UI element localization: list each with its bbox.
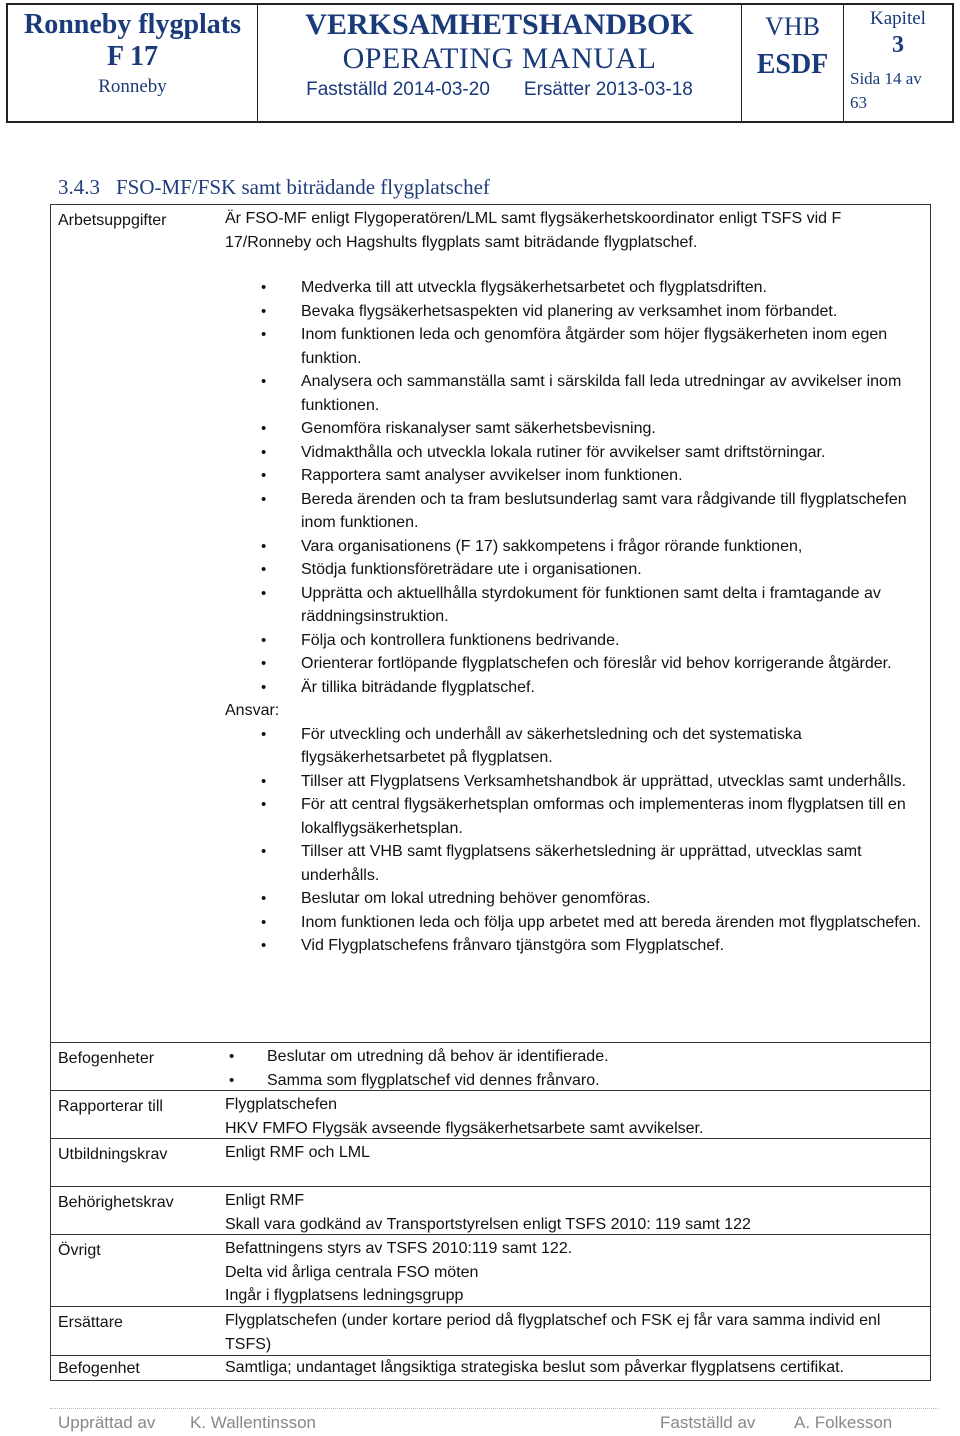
row-label: Befogenheter bbox=[58, 1050, 155, 1067]
other-line: Ingår i flygplatsens ledningsgrupp bbox=[225, 1287, 464, 1304]
tasks-intro: Är FSO-MF enligt Flygoperatören/LML samt flygsäkerhetskoordinator enligt TSFS vid F 17/Ronneby och Hagshults flygplats samt biträdande flygplatschef. bbox=[225, 210, 842, 251]
list-item: • Tillser att VHB samt flygplatsens säkerhetsledning är upprättad, utvecklas samt underhålls. bbox=[225, 840, 930, 887]
table-row-authorities bbox=[51, 1043, 930, 1091]
row-label: Befogenhet bbox=[58, 1360, 140, 1377]
row-content bbox=[217, 1187, 930, 1234]
qualification-line: Skall vara godkänd av Transportstyrelsen enligt TSFS 2010: 119 samt 122 bbox=[225, 1215, 751, 1233]
list-item: • Vara organisationens (F 17) sakkompetens i frågor rörande funktionen, bbox=[225, 535, 930, 559]
list-item: • Beslutar om utredning då behov är identifierade. bbox=[225, 1045, 930, 1069]
training-value: Enligt RMF och LML bbox=[225, 1144, 370, 1161]
table-row-reports-to bbox=[51, 1091, 930, 1139]
mandate-value: Samtliga; undantaget långsiktiga strategiska beslut som påverkar flygplatsens certifikat. bbox=[225, 1359, 844, 1376]
authority-list bbox=[225, 1045, 930, 1092]
table-row-substitute bbox=[51, 1307, 930, 1356]
list-item: • Är tillika biträdande flygplatschef. bbox=[225, 676, 930, 700]
other-line: Delta vid årliga centrala FSO möten bbox=[225, 1263, 479, 1281]
list-item: • Inom funktionen leda och genomföra åtgärder som höjer flygsäkerheten inom egen funktion. bbox=[225, 323, 930, 370]
table-row-other bbox=[51, 1235, 930, 1307]
established-date: Fastställd 2014-03-20 bbox=[306, 79, 490, 100]
table-row-tasks bbox=[51, 205, 930, 1043]
chapter-number: 3 bbox=[892, 32, 904, 58]
header-dates bbox=[258, 79, 741, 101]
header-chapter-cell bbox=[844, 5, 952, 121]
row-content bbox=[217, 205, 930, 1042]
approved-by: A. Folkesson bbox=[794, 1413, 893, 1432]
doc-code-vhb: VHB bbox=[765, 12, 820, 41]
row-label: Arbetsuppgifter bbox=[58, 212, 167, 229]
replaces-date: Ersätter 2013-03-18 bbox=[523, 79, 693, 100]
list-item: • Vid Flygplatschefens frånvaro tjänstgöra som Flygplatschef. bbox=[225, 934, 930, 958]
other-line: Befattningens styrs av TSFS 2010:119 samt 122. bbox=[225, 1240, 573, 1257]
section-title: FSO-MF/FSK samt biträdande flygplatschef bbox=[116, 175, 490, 199]
header-title-cell bbox=[258, 5, 742, 121]
manual-title: VERKSAMHETSHANDBOK bbox=[305, 8, 694, 41]
list-item: • Tillser att Flygplatsens Verksamhetshandbok är upprättad, utvecklas samt underhålls. bbox=[225, 770, 930, 794]
list-item: • Genomföra riskanalyser samt säkerhetsbevisning. bbox=[225, 417, 930, 441]
unit-name: F 17 bbox=[106, 41, 159, 72]
airport-name: Ronneby flygplats bbox=[23, 9, 242, 40]
list-item: • Beslutar om lokal utredning behöver genomföras. bbox=[225, 887, 930, 911]
table-row-training bbox=[51, 1139, 930, 1187]
list-item: • Rapportera samt analyser avvikelser inom funktionen. bbox=[225, 464, 930, 488]
doc-code-esdf: ESDF bbox=[756, 49, 829, 80]
spacer bbox=[225, 254, 930, 276]
list-item: • Följa och kontrollera funktionens bedrivande. bbox=[225, 629, 930, 653]
row-content bbox=[217, 1043, 930, 1090]
prepared-by: K. Wallentinsson bbox=[190, 1413, 316, 1432]
row-label: Rapporterar till bbox=[58, 1098, 163, 1115]
row-content bbox=[217, 1235, 930, 1306]
row-label: Behörighetskrav bbox=[58, 1194, 174, 1211]
list-item: • För att central flygsäkerhetsplan omformas och implementeras inom flygplatsen till en lokalflygsäkerhetsplan. bbox=[225, 793, 930, 840]
list-item: • För utveckling och underhåll av säkerhetsledning och det systematiska flygsäkerhetsarbetet på flygplatsen. bbox=[225, 723, 930, 770]
row-content bbox=[217, 1356, 930, 1380]
substitute-value: Flygplatschefen (under kortare period då flygplatschef och FSK ej får vara samma individ enl TSFS) bbox=[225, 1312, 881, 1353]
page-label: Sida 14 av bbox=[850, 69, 922, 88]
list-item: • Orienterar fortlöpande flygplatschefen och föreslår vid behov korrigerande åtgärder. bbox=[225, 652, 930, 676]
list-item: • Medverka till att utveckla flygsäkerhetsarbetet och flygplatsdriften. bbox=[225, 276, 930, 300]
reports-to-line: HKV FMFO Flygsäk avseende flygsäkerhetsarbete samt avvikelser. bbox=[225, 1119, 704, 1137]
section-heading bbox=[58, 175, 490, 200]
list-item: • Bevaka flygsäkerhetsaspekten vid planering av verksamhet inom förbandet. bbox=[225, 300, 930, 324]
row-label: Utbildningskrav bbox=[58, 1146, 168, 1163]
list-item: • Bereda ärenden och ta fram beslutsunderlag samt vara rådgivande till flygplatschefen inom funktionen. bbox=[225, 488, 930, 535]
tasks-list bbox=[225, 276, 930, 699]
row-label: Ersättare bbox=[58, 1314, 123, 1331]
document-header bbox=[6, 3, 954, 123]
responsibility-list bbox=[225, 723, 930, 958]
table-row-mandate bbox=[51, 1356, 930, 1380]
header-code-cell bbox=[742, 5, 844, 121]
approved-label: Fastställd av bbox=[660, 1413, 756, 1432]
location-name: Ronneby bbox=[98, 76, 167, 97]
header-airport-cell bbox=[8, 5, 258, 121]
list-item: • Samma som flygplatschef vid dennes frånvaro. bbox=[225, 1069, 930, 1093]
section-number: 3.4.3 bbox=[58, 175, 100, 199]
list-item: • Stödja funktionsföreträdare ute i organisationen. bbox=[225, 558, 930, 582]
role-table bbox=[50, 204, 931, 1381]
list-item: • Analysera och sammanställa samt i särskilda fall leda utredningar av avvikelser inom funktionen. bbox=[225, 370, 930, 417]
manual-subtitle: OPERATING MANUAL bbox=[342, 42, 657, 75]
row-content bbox=[217, 1139, 930, 1186]
list-item: • Upprätta och aktuellhålla styrdokument för funktionen samt delta i framtagande av räddningsinstruktion. bbox=[225, 582, 930, 629]
row-label: Övrigt bbox=[58, 1242, 101, 1259]
page-total: 63 bbox=[850, 93, 867, 112]
responsibility-label: Ansvar: bbox=[225, 702, 280, 719]
document-footer bbox=[50, 1408, 938, 1432]
list-item: • Vidmakthålla och utveckla lokala rutiner för avvikelser samt driftstörningar. bbox=[225, 441, 930, 465]
list-item: • Inom funktionen leda och följa upp arbetet med att bereda ärenden mot flygplatschefen. bbox=[225, 911, 930, 935]
row-content bbox=[217, 1091, 930, 1138]
row-content bbox=[217, 1307, 930, 1355]
reports-to-line: Flygplatschefen bbox=[225, 1096, 338, 1113]
chapter-label: Kapitel bbox=[870, 8, 926, 29]
qualification-line: Enligt RMF bbox=[225, 1192, 305, 1209]
table-row-qualification bbox=[51, 1187, 930, 1235]
prepared-label: Upprättad av bbox=[58, 1413, 156, 1432]
